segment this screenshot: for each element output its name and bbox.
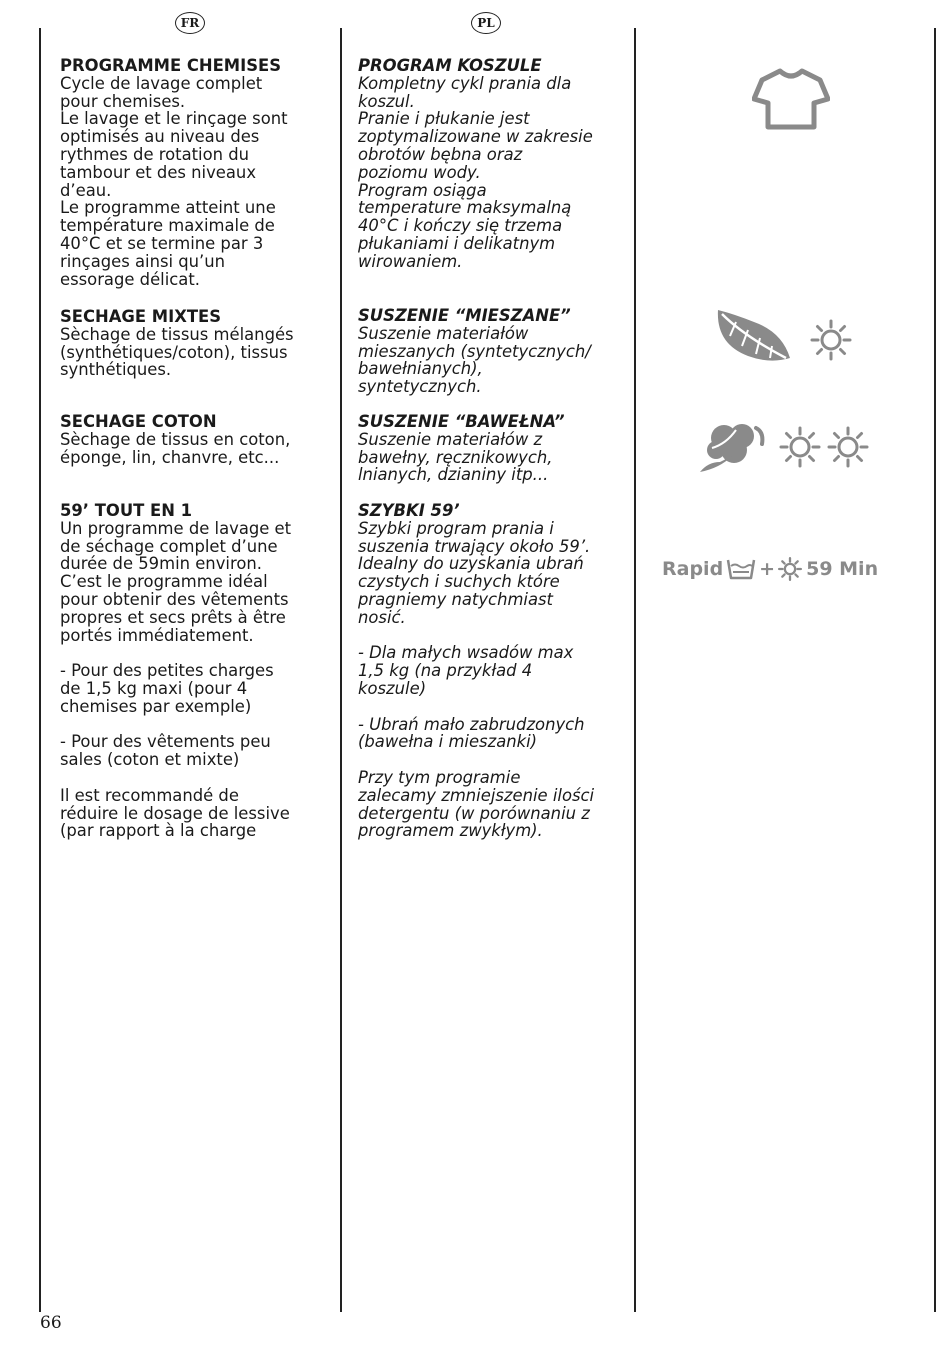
rapid-59-min-label: [662, 556, 878, 582]
wash-tub-icon: [726, 558, 756, 580]
section-body: Sèchage de tissus en coton, éponge, lin, chanvre, etc...: [60, 429, 291, 467]
pl-section-bawelna: [358, 413, 630, 484]
page-number: 66: [40, 1313, 62, 1333]
shirt-icon: [752, 67, 830, 131]
lang-badge-pl: PL: [471, 12, 501, 34]
section-title: SECHAGE COTON: [60, 412, 217, 431]
section-body: Suszenie materiałów z bawełny, ręcznikowych, lnianych, dzianiny itp...: [358, 429, 553, 485]
pl-section-szybki: [358, 502, 630, 840]
column-divider-left: [39, 28, 41, 1312]
section-body: Un programme de lavage et de séchage complet d’une durée de 59min environ. C’est le programme idéal pour obtenir des vêtements propres et secs prêts à être portés immédiatement. - Pour des petites charges de 1,5 kg maxi (pour 4 chemises par exemple) - Pour des vêtements peu sales (coton et mixte) Il est recommandé de réduire le dosage de lessive (par rapport à la charge: [60, 518, 292, 841]
synthetic-feather-icon: [714, 306, 794, 368]
plus-sign: +: [759, 558, 776, 580]
fr-section-chemises: [60, 57, 332, 288]
column-divider-right: [634, 28, 636, 1312]
section-title: PROGRAM KOSZULE: [358, 56, 542, 75]
fr-section-tout-en-1: [60, 502, 332, 840]
section-body: Kompletny cykl prania dla koszul. Pranie i płukanie jest zoptymalizowane w zakresie obrotów bębna oraz poziomu wody. Program osiąga temperature maksymalną 40°C i kończy się trzema płukaniami i delikatnym wirowaniem.: [358, 73, 593, 271]
section-body: Cycle de lavage complet pour chemises. Le lavage et le rinçage sont optimisés au niveau des rythmes de rotation du tambour et des niveaux d’eau. Le programme atteint une température maximale de 40°C et se termine par 3 rinçages ainsi qu’un essorage délicat.: [60, 73, 288, 289]
section-title: SUSZENIE “MIESZANE”: [358, 306, 571, 325]
lang-badge-fr: FR: [175, 12, 205, 34]
pl-section-mieszane: [358, 307, 630, 396]
sun-icon: [778, 557, 802, 581]
column-divider-middle: [340, 28, 342, 1312]
section-body: Szybki program prania i suszenia trwający około 59’. Idealny do uzyskania ubrań czystych i suchych które pragniemy natychmiast nosić. - Dla małych wsadów max 1,5 kg (na przykład 4 koszule) - Ubrań mało zabrudzonych (bawełna i mieszanki) Przy tym programie zalecamy zmniejszenie ilości detergentu (w porównaniu z programem zwykłym).: [358, 518, 595, 841]
section-body: Suszenie materiałów mieszanych (syntetycznych/ bawełnianych), syntetycznych.: [358, 323, 591, 397]
sun-icon: [810, 319, 852, 361]
sun-icon: [827, 426, 869, 468]
rapid-text: Rapid: [662, 558, 724, 580]
duration-text: 59 Min: [806, 558, 879, 580]
section-title: 59’ TOUT EN 1: [60, 501, 193, 520]
cotton-flower-icon: [698, 418, 768, 476]
pl-section-koszule: [358, 57, 630, 271]
section-title: SECHAGE MIXTES: [60, 307, 222, 326]
sun-icon: [779, 426, 821, 468]
column-divider-edge: [934, 28, 936, 1312]
fr-section-sechage-mixtes: [60, 308, 332, 379]
section-body: Sèchage de tissus mélangés (synthétiques/coton), tissus synthétiques.: [60, 324, 294, 380]
fr-section-sechage-coton: [60, 413, 332, 466]
section-title: SZYBKI 59’: [358, 501, 460, 520]
section-title: PROGRAMME CHEMISES: [60, 56, 282, 75]
section-title: SUSZENIE “BAWEŁNA”: [358, 412, 565, 431]
